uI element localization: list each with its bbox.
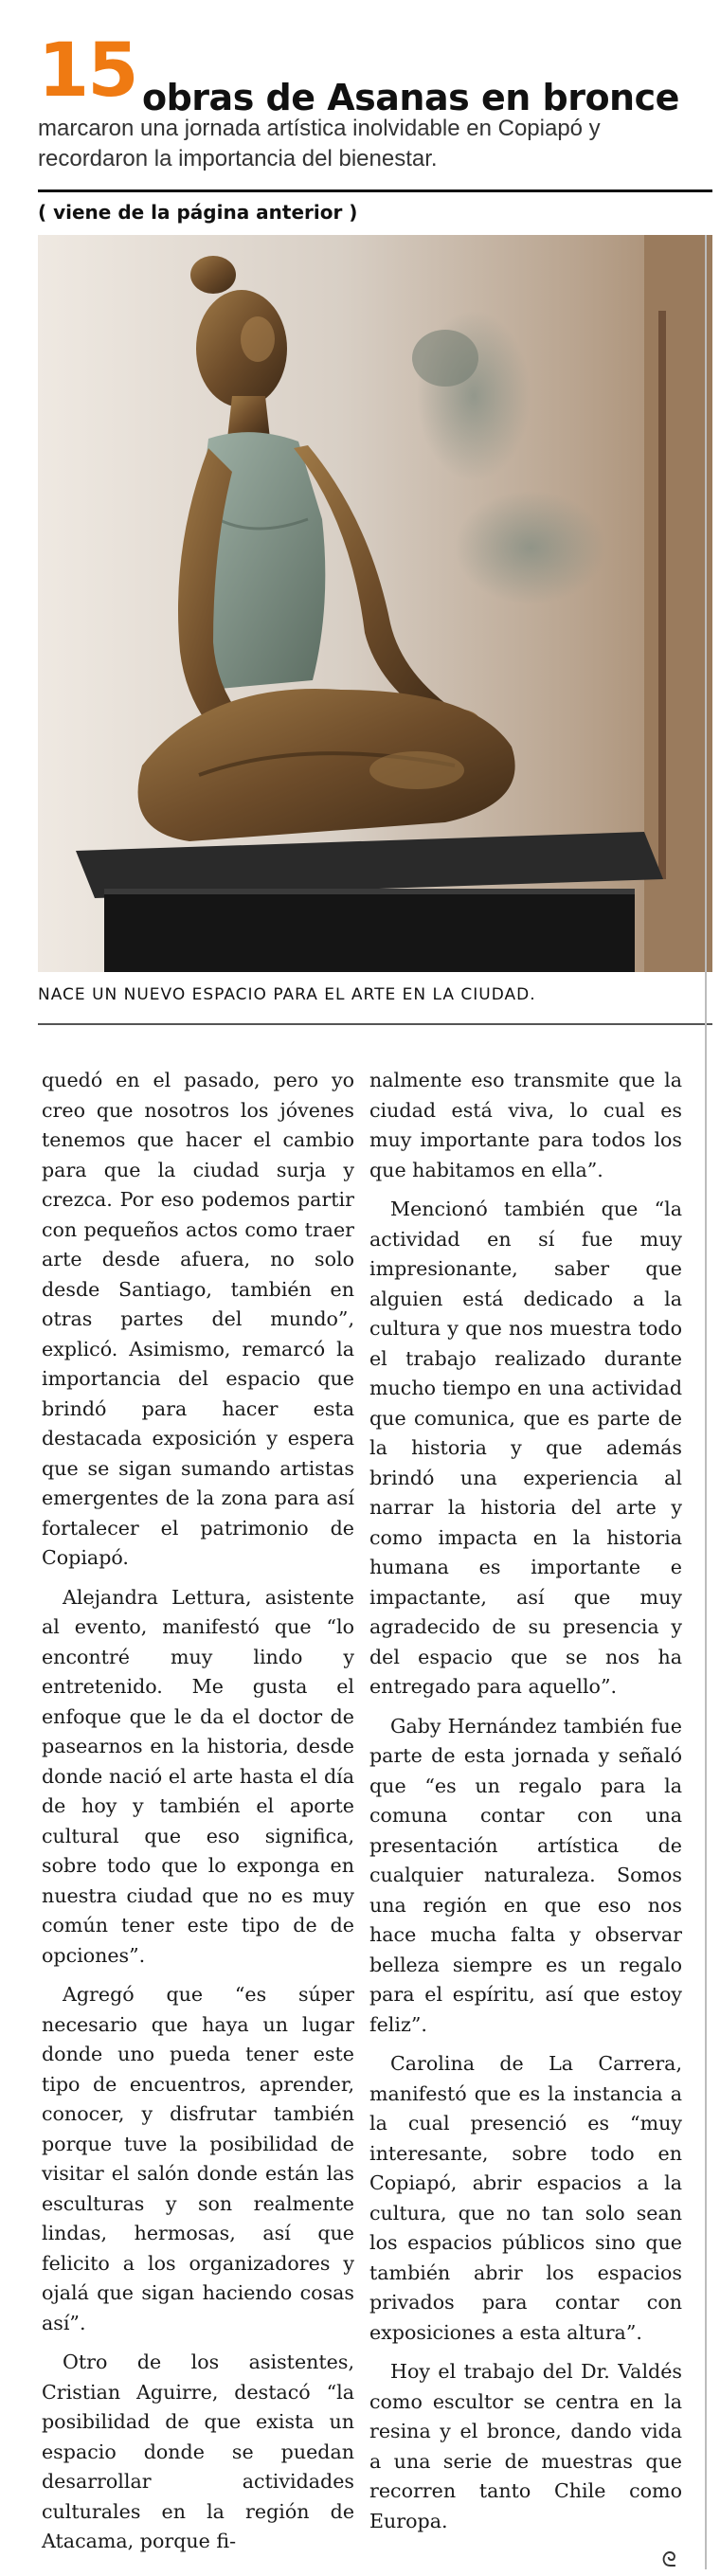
article-column-left — [42, 1066, 354, 2567]
article-paragraph: Alejandra Lettura, asistente al evento, manifestó que “lo encontré muy lindo y entretenido. Me gusta el enfoque que le da el doctor de pasearnos en la historia, desde donde nació el arte hasta el día de hoy y también el aporte cultural que eso significa, sobre todo que lo exponga en nuestra ciudad que no es muy común tener este tipo de de opciones”. — [42, 1585, 354, 1967]
continued-label: ( viene de la página anterior ) — [38, 201, 358, 224]
headline-subtitle: marcaron una jornada artística inolvidable en Copiapó y recordaron la importancia del bienestar. — [38, 116, 601, 171]
caption-rule — [38, 1023, 712, 1025]
article-paragraph: Carolina de La Carrera, manifestó que es la instancia a la cual presenció es “muy interesante, sobre todo en Copiapó, abrir espacios a la cultura, que no tan solo sean los espacios públicos sino que también abrir los espacios privados para contar con exposiciones a esta altura”. — [369, 2052, 682, 2344]
article-paragraph: quedó en el pasado, pero yo creo que nosotros los jóvenes tenemos que hacer el cambio para que la ciudad surja y crezca. Por eso podemos partir con pequeños actos como traer arte desde afuera, no solo desde Santiago, también en otras partes del mundo”, explicó. Asimismo, remarcó la importancia del espacio que brindó para hacer esta destacada exposición y espera que se sigan sumando artistas emergentes de la zona para así fortalecer el patrimonio de Copiapó. — [42, 1069, 354, 1569]
article-paragraph: nalmente eso transmite que la ciudad está viva, lo cual es muy importante para todos los que habitamos en ella”. — [369, 1069, 682, 1181]
column-rule — [705, 235, 707, 2569]
article-paragraph: Mencionó también que “la actividad en sí fue muy impresionante, saber que alguien está dedicado a la cultura y que nos muestra todo el trabajo realizado durante mucho tiempo en una actividad que comunica, que es parte de la historia y que además brindó una experiencia al narrar la historia del arte y como impacta en la historia humana es importante e impactante, así que muy agradecido de su presencia y del espacio que se nos ha entregado para aquello”. — [369, 1198, 682, 1698]
headline-number: 15 — [38, 28, 137, 114]
bronze-sculpture-image — [38, 235, 712, 972]
photo-caption: NACE UN NUEVO ESPACIO PARA EL ARTE EN LA CIUDAD. — [38, 985, 536, 1004]
headline-title: obras de Asanas en bronce — [142, 77, 679, 118]
top-rule — [38, 189, 712, 192]
article-column-right — [369, 1066, 682, 2576]
article-paragraph: Agregó que “es súper necesario que haya un lugar donde uno pueda tener este tipo de encuentros, aprender, conocer, y disfrutar también porque tuve la posibilidad de visitar el salón donde están las esculturas y son realmente lindas, hermosas, así que felicito a los organizadores y ojalá que sigan haciendo cosas así”. — [42, 1983, 354, 2334]
article-paragraph: Gaby Hernández también fue parte de esta jornada y señaló que “es un regalo para la comuna contar con una presentación artística de cualquier naturaleza. Somos una región en que eso nos hace mucha falta y observar belleza siempre es un regalo para el espíritu, así que estoy feliz”. — [369, 1714, 682, 2036]
sculpture-photo — [38, 235, 712, 972]
end-mark-icon: ᘓ — [661, 2549, 676, 2572]
headline — [38, 28, 701, 118]
article-paragraph: Otro de los asistentes, Cristian Aguirre, destacó “la posibilidad de que exista un espacio donde se puedan desarrollar actividades culturales en la región de Atacama, porque fi- — [42, 2351, 354, 2552]
article-paragraph: Hoy el trabajo del Dr. Valdés como escultor se centra en la resina y el bronce, dando vida a una serie de muestras que recorren tanto Chile como Europa. — [369, 2360, 682, 2532]
